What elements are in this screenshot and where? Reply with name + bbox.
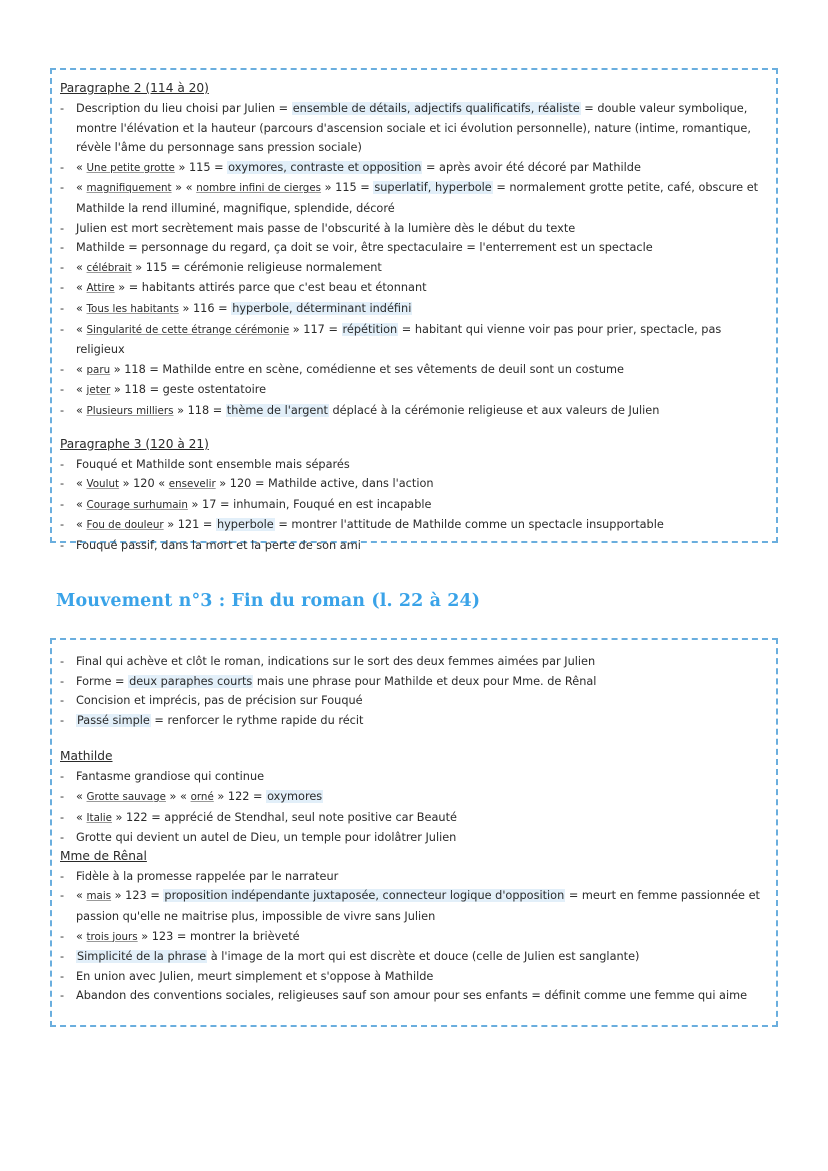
text-quote: Courage surhumain (86, 498, 188, 511)
item-text: Fouqué passif, dans la mort et la perte de son ami (76, 538, 361, 552)
item-text: « (76, 497, 87, 511)
list-item (60, 767, 776, 787)
highlighted-term: superlatif, hyperbole (374, 181, 492, 195)
list-item (60, 967, 776, 987)
item-text: » 120 = Mathilde active, dans l'action (215, 477, 434, 491)
list-item (60, 258, 776, 279)
item-text: « (76, 281, 87, 295)
list-item (60, 828, 776, 848)
item-text: » 120 « (119, 477, 169, 491)
intro-list (60, 652, 776, 730)
item-text: « (76, 260, 87, 274)
text-quote: Plusieurs milliers (86, 404, 174, 417)
item-text: à l'image de la mort qui est discrète et douce (celle de Julien est sanglante) (207, 950, 640, 964)
item-text: « (76, 789, 87, 803)
list-item (60, 99, 776, 158)
text-quote: mais (86, 890, 112, 903)
item-text: » 117 = (289, 322, 342, 336)
item-text: » « (171, 181, 197, 195)
item-text: = après avoir été décoré par Mathilde (422, 160, 641, 174)
list-item (60, 986, 776, 1006)
item-text: Fidèle à la promesse rappelée par le narrateur (76, 869, 339, 883)
list-item (60, 474, 776, 495)
item-text: Abandon des conventions sociales, religieuses sauf son amour pour ses enfants = définit comme une femme qui aime (76, 989, 748, 1003)
paragraph-3-heading: Paragraphe 3 (120 à 21) (60, 436, 209, 451)
text-quote: Attire (86, 282, 115, 295)
movement-3-title: Mouvement n°3 : Fin du roman (l. 22 à 24) (56, 591, 481, 611)
list-item (60, 495, 776, 516)
highlighted-term: thème de l'argent (226, 403, 328, 417)
list-item (60, 158, 776, 179)
paragraph-3-list (60, 455, 776, 556)
item-text: » 122 = apprécié de Stendhal, seul note positive car Beauté (111, 810, 457, 824)
item-text: déplacé à la cérémonie religieuse et aux valeurs de Julien (328, 403, 660, 417)
text-quote: Tous les habitants (86, 302, 179, 315)
item-text: » 116 = (178, 301, 232, 315)
item-text: Final qui achève et clôt le roman, indications sur le sort des deux femmes aimées par Julien (76, 655, 596, 668)
item-text: » 121 = (163, 518, 216, 532)
item-text: « (76, 403, 87, 417)
item-text: « (76, 518, 87, 532)
text-quote: paru (86, 363, 111, 376)
list-item (60, 711, 776, 731)
notes-box-paragraphs (50, 68, 778, 552)
item-text: « (76, 322, 87, 336)
list-item (60, 515, 776, 536)
text-quote: Italie (86, 811, 112, 824)
list-item (60, 278, 776, 299)
item-text: « (76, 889, 87, 903)
list-item (60, 947, 776, 967)
item-text: » 122 = (213, 789, 267, 803)
item-text: » 118 = (173, 403, 226, 417)
highlighted-term: proposition indépendante juxtaposée, connecteur logique d'opposition (164, 889, 565, 903)
mathilde-heading: Mathilde (60, 749, 113, 764)
item-text: » = habitants attirés parce que c'est beau et étonnant (114, 281, 427, 295)
text-quote: Une petite grotte (86, 161, 175, 174)
item-text: « (76, 301, 87, 315)
mathilde-list (60, 767, 776, 847)
list-item (60, 380, 776, 401)
text-quote: Singularité de cette étrange cérémonie (86, 323, 290, 336)
list-item (60, 672, 776, 692)
item-text: Concision et imprécis, pas de précision sur Fouqué (76, 694, 363, 708)
list-item (60, 455, 776, 475)
item-text: » 115 = cérémonie religieuse normalement (131, 260, 382, 274)
list-item (60, 691, 776, 711)
list-item (60, 178, 776, 218)
highlighted-term: répétition (342, 322, 398, 336)
item-text: « (76, 929, 87, 943)
item-text: « (76, 362, 87, 376)
item-text: Fantasme grandiose qui continue (76, 770, 265, 784)
item-text: Forme = (76, 674, 129, 688)
item-text: » 123 = (111, 889, 164, 903)
item-text: » 123 = montrer la brièveté (137, 929, 300, 943)
item-text: « (76, 160, 87, 174)
text-quote: nombre infini de cierges (196, 182, 322, 195)
item-text: = habitant qui vienne voir pas pour prier, spectacle, pas religieux (76, 322, 722, 357)
list-item (60, 299, 776, 320)
item-text: = double valeur symbolique, montre l'élévation et la hauteur (parcours d'ascension sociale et ici évolution personnelle), nature (intime, romantique, révèle l'âme du personnage sans pression sociale) (76, 102, 751, 155)
highlighted-term: deux paraphes courts (129, 674, 253, 688)
text-quote: Fou de douleur (86, 519, 164, 532)
list-item (60, 787, 776, 808)
text-quote: Voulut (86, 478, 120, 491)
item-text: » 17 = inhumain, Fouqué en est incapable (187, 497, 432, 511)
highlighted-term: Passé simple (77, 713, 150, 727)
list-item (60, 238, 776, 258)
item-text: Julien est mort secrètement mais passe de l'obscurité à la lumière dès le début du texte (76, 221, 576, 235)
list-item (60, 536, 776, 556)
list-item (60, 652, 776, 672)
item-text: Mathilde = personnage du regard, ça doit se voir, être spectaculaire = l'enterrement est un spectacle (76, 241, 653, 255)
list-item (60, 320, 776, 360)
text-quote: Grotte sauvage (86, 790, 166, 803)
text-quote: célébrait (86, 261, 132, 274)
item-text: Grotte qui devient un autel de Dieu, un temple pour idolâtrer Julien (76, 831, 457, 845)
item-text: » 118 = Mathilde entre en scène, comédienne et ses vêtements de deuil sont un costume (110, 362, 625, 376)
item-text: « (76, 477, 87, 491)
item-text: = renforcer le rythme rapide du récit (150, 713, 364, 727)
text-quote: orné (190, 790, 214, 803)
text-quote: trois jours (86, 930, 138, 943)
item-text: En union avec Julien, meurt simplement et s'oppose à Mathilde (76, 969, 434, 983)
paragraph-2-heading: Paragraphe 2 (114 à 20) (60, 81, 209, 95)
highlighted-term: oxymores (267, 789, 323, 803)
paragraph-2-list (60, 99, 776, 422)
list-item (60, 886, 776, 926)
item-text: » 118 = geste ostentatoire (110, 383, 267, 397)
notes-box-movement-3 (50, 638, 778, 1027)
renal-heading: Mme de Rênal (60, 848, 147, 863)
list-item (60, 867, 776, 887)
text-quote: ensevelir (168, 478, 216, 491)
item-text: « (76, 383, 87, 397)
item-text: Fouqué et Mathilde sont ensemble mais séparés (76, 457, 350, 471)
highlighted-term: oxymores, contraste et opposition (228, 160, 422, 174)
item-text: Description du lieu choisi par Julien = (76, 102, 292, 115)
highlighted-term: hyperbole, déterminant indéfini (232, 301, 412, 315)
highlighted-term: Simplicité de la phrase (77, 950, 207, 964)
text-quote: jeter (86, 384, 111, 397)
item-text: = montrer l'attitude de Mathilde comme un spectacle insupportable (274, 518, 664, 532)
renal-list (60, 867, 776, 1006)
list-item (60, 401, 776, 422)
highlighted-term: hyperbole (216, 518, 274, 532)
list-item (60, 219, 776, 239)
item-text: » 115 = (174, 160, 228, 174)
item-text: » « (165, 789, 191, 803)
item-text: = normalement grotte petite, café, obscure et Mathilde la rend illuminé, magnifique, splendide, décoré (76, 181, 759, 215)
list-item (60, 808, 776, 829)
item-text: « (76, 810, 87, 824)
highlighted-term: ensemble de détails, adjectifs qualificatifs, réaliste (292, 102, 580, 115)
item-text: « (76, 181, 87, 195)
list-item (60, 360, 776, 381)
item-text: » 115 = (321, 181, 374, 195)
text-quote: magnifiquement (86, 182, 172, 195)
item-text: mais une phrase pour Mathilde et deux pour Mme. de Rênal (253, 674, 597, 688)
list-item (60, 927, 776, 948)
item-text: = meurt en femme passionnée et passion qu'elle ne maitrise plus, impossible de vivre sans Julien (76, 889, 760, 923)
